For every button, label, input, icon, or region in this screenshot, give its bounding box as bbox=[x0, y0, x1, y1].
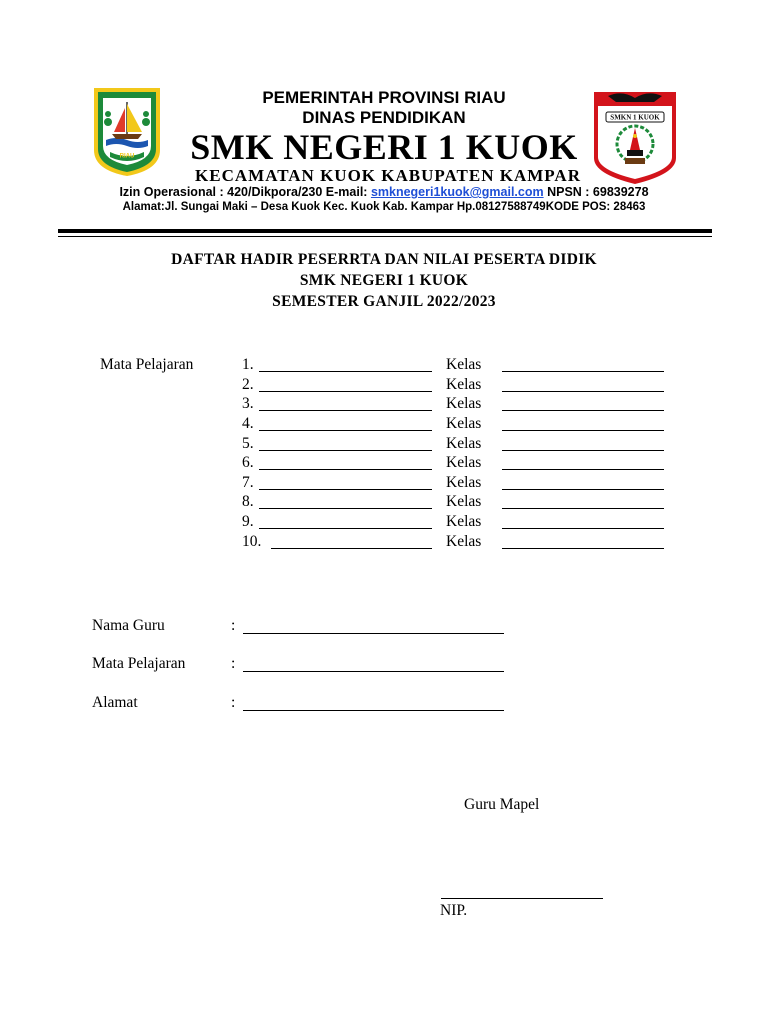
npsn-text: NPSN : 69839278 bbox=[543, 185, 649, 199]
permit-line bbox=[0, 185, 768, 199]
nip-label: NIP. bbox=[440, 902, 468, 919]
class-label: Kelas bbox=[446, 376, 482, 393]
class-blank[interactable] bbox=[502, 371, 664, 372]
class-blank[interactable] bbox=[502, 410, 664, 411]
address-field-blank[interactable] bbox=[243, 710, 504, 711]
class-label: Kelas bbox=[446, 435, 482, 452]
header-divider-thin bbox=[58, 236, 712, 237]
class-label: Kelas bbox=[446, 493, 482, 510]
government-name: PEMERINTAH PROVINSI RIAU bbox=[262, 88, 506, 107]
subject-number: 5. bbox=[242, 435, 254, 452]
subject-field-blank[interactable] bbox=[243, 671, 504, 672]
subject-number: 7. bbox=[242, 474, 254, 491]
subject-blank[interactable] bbox=[259, 450, 432, 451]
subject-number: 9. bbox=[242, 513, 254, 530]
class-blank[interactable] bbox=[502, 469, 664, 470]
class-blank[interactable] bbox=[502, 528, 664, 529]
subject-field-label: Mata Pelajaran bbox=[92, 655, 186, 672]
district-name: KECAMATAN KUOK KABUPATEN KAMPAR bbox=[195, 166, 581, 185]
subject-label: Mata Pelajaran bbox=[100, 356, 194, 373]
class-label: Kelas bbox=[446, 395, 482, 412]
class-label: Kelas bbox=[446, 454, 482, 471]
subject-blank[interactable] bbox=[259, 410, 432, 411]
address-field-label: Alamat bbox=[92, 694, 138, 711]
subject-blank[interactable] bbox=[259, 489, 432, 490]
subject-blank[interactable] bbox=[259, 391, 432, 392]
signature-title: Guru Mapel bbox=[464, 796, 540, 813]
class-blank[interactable] bbox=[502, 548, 664, 549]
document-subtitle-school: SMK NEGERI 1 KUOK bbox=[299, 272, 469, 289]
document-title: DAFTAR HADIR PESERRTA DAN NILAI PESERTA DIDIK bbox=[171, 251, 597, 268]
subject-number: 4. bbox=[242, 415, 254, 432]
teacher-name-colon: : bbox=[231, 617, 236, 634]
class-blank[interactable] bbox=[502, 489, 664, 490]
smk-emblem-text: SMKN 1 KUOK bbox=[610, 113, 660, 122]
department-name: DINAS PENDIDIKAN bbox=[302, 108, 466, 127]
subject-blank[interactable] bbox=[259, 469, 432, 470]
header-divider-thick bbox=[58, 229, 712, 233]
subject-number: 10. bbox=[242, 533, 262, 550]
subject-number: 8. bbox=[242, 493, 254, 510]
class-label: Kelas bbox=[446, 356, 482, 373]
class-label: Kelas bbox=[446, 474, 482, 491]
class-label: Kelas bbox=[446, 513, 482, 530]
email-link[interactable]: smknegeri1kuok@gmail.com bbox=[370, 185, 544, 199]
class-blank[interactable] bbox=[502, 508, 664, 509]
subject-blank[interactable] bbox=[259, 430, 432, 431]
class-blank[interactable] bbox=[502, 450, 664, 451]
document-subtitle-semester: SEMESTER GANJIL 2022/2023 bbox=[272, 293, 496, 310]
class-blank[interactable] bbox=[502, 391, 664, 392]
riau-emblem-text: RIAU bbox=[119, 153, 135, 160]
subject-blank[interactable] bbox=[259, 371, 432, 372]
teacher-name-blank[interactable] bbox=[243, 633, 504, 634]
subject-number: 2. bbox=[242, 376, 254, 393]
class-label: Kelas bbox=[446, 415, 482, 432]
signature-blank[interactable] bbox=[441, 898, 603, 899]
class-label: Kelas bbox=[446, 533, 482, 550]
subject-number: 6. bbox=[242, 454, 254, 471]
school-name: SMK NEGERI 1 KUOK bbox=[190, 127, 578, 167]
permit-text: Izin Operasional : 420/Dikpora/230 E-mail: bbox=[119, 185, 371, 199]
address-line: Alamat:Jl. Sungai Maki – Desa Kuok Kec. Kuok Kab. Kampar Hp.08127588749KODE POS: 28463 bbox=[122, 201, 646, 213]
class-blank[interactable] bbox=[502, 430, 664, 431]
subject-field-colon: : bbox=[231, 655, 236, 672]
subject-number: 3. bbox=[242, 395, 254, 412]
teacher-name-label: Nama Guru bbox=[92, 617, 165, 634]
subject-blank[interactable] bbox=[271, 548, 432, 549]
subject-blank[interactable] bbox=[259, 508, 432, 509]
address-field-colon: : bbox=[231, 694, 236, 711]
subject-blank[interactable] bbox=[259, 528, 432, 529]
subject-number: 1. bbox=[242, 356, 254, 373]
